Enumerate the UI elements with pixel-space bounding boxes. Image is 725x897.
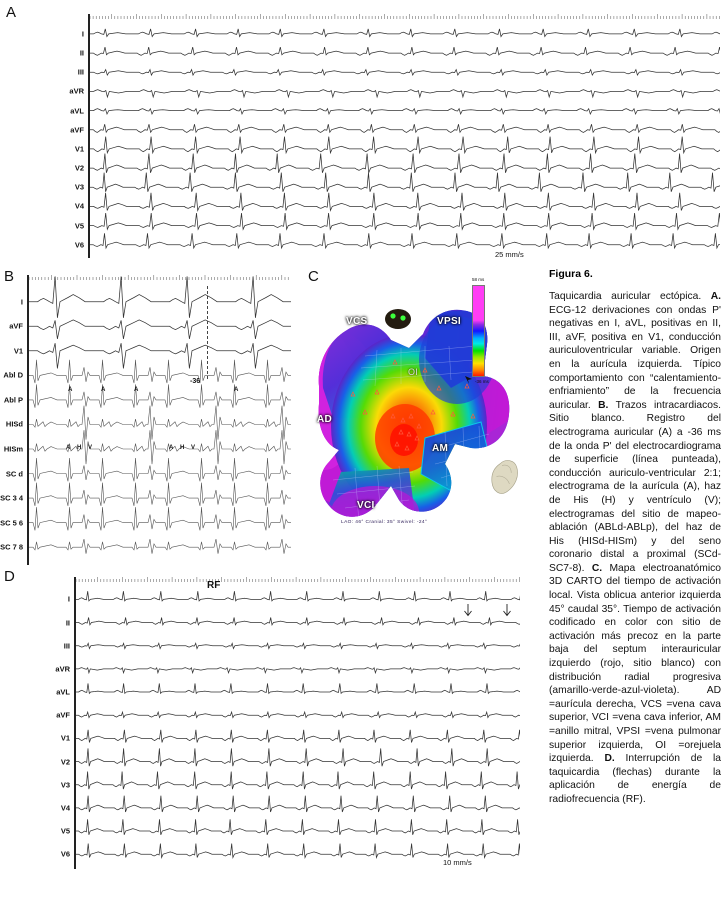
ecg-trace-v6 <box>75 844 520 858</box>
ecg-trace-avr <box>89 90 720 97</box>
egm-trace-i <box>27 276 291 317</box>
his-sequence-marker: A <box>66 445 71 451</box>
ecg-trace-i <box>75 591 520 601</box>
egm-trace-sc56 <box>27 507 291 530</box>
lead-label-i: I <box>67 594 70 604</box>
lead-label-v2: V2 <box>74 163 84 173</box>
map-view-angles: LAO: 46° Cranial: 35° Swivel: -24° <box>341 520 428 525</box>
panel-b-reference-line <box>207 286 208 379</box>
egm-trace-ablp <box>27 384 291 407</box>
figure-caption-body: Taquicardia auricular ectópica. A. ECG-12 derivaciones con ondas P' negativas en I, aVL, positivas en II, III, aVF, positiva en V1, conducción auriculoventricular variable. Origen en la aurícula izquierda. Típico comportamiento con “calentamiento-enfriamiento” de la frecuencia auricular. B. Trazos intracardiacos. Sitio blanco. Registro del electrograma auricular (A) a -36 ms de la onda P' del electrocardiograma de superficie (línea punteada), conducción auriculo-ventricular 2:1; electrograma de la aurícula (A), haz de His (H) y ventrículo (V); electrogramas del sitio de mapeo-ablación (ABLd-ABLp), del haz de His (HISd-HISm) y del seno coronario distal a proximal (SCd-SC7-8). C. Mapa electroanatómico 3D CARTO del tiempo de activación local. Vista oblicua anterior izquierda 45° caudal 35°. Tiempo de activación codificado en color con sitio de activación más precoz en la parte baja del septum interauricular izquierdo (rojo, sitio blanco) con distribución radial progresiva (amarillo-verde-azul-violeta). AD =aurícula derecha, VCS =vena cava superior, VCI =vena cava inferior, AM =anillo mitral, VPSI =vena pulmonar superior izquierda, OI =orejuela izquierda. D. Interrupción de la taquicardia (flechas) durante la aplicación de energía de radiofrecuencia (RF). <box>549 291 721 805</box>
catheter-tip-marker <box>385 309 411 329</box>
egm-trace-scd <box>27 458 291 481</box>
channel-label-sc34: SC 3 4 <box>0 493 23 503</box>
panel-d-ecg <box>55 577 520 869</box>
egm-trace-sc78 <box>27 539 291 554</box>
panel-a-ecg <box>69 14 720 258</box>
ecg-trace-avf <box>75 712 520 718</box>
panel-a-baseline-axis <box>88 14 90 258</box>
lead-label-v3: V3 <box>60 780 70 790</box>
lead-label-iii: III <box>77 67 84 77</box>
atrial-electrogram-marker: A <box>68 387 73 393</box>
channel-label-hism: HISm <box>3 444 23 454</box>
ecg-trace-v1 <box>75 730 520 743</box>
ecg-trace-v3 <box>89 173 720 192</box>
panel-c-carto-map <box>305 268 535 568</box>
panel-d-letter: D <box>4 568 15 585</box>
panel-d-traces <box>74 577 520 869</box>
ecg-trace-avl <box>75 683 520 693</box>
egm-trace-abld <box>27 360 291 383</box>
panel-d-speed-label: 10 mm/s <box>443 858 472 867</box>
channel-label-sc56: SC 5 6 <box>0 518 23 528</box>
colorbar-min-label: -36 ms <box>475 379 489 384</box>
atrial-electrogram-marker: A <box>134 387 139 393</box>
tachycardia-termination-arrow-1 <box>464 604 473 617</box>
ecg-trace-v6 <box>89 233 720 248</box>
lead-label-v4: V4 <box>60 803 70 813</box>
lead-label-v4: V4 <box>74 201 84 211</box>
egm-trace-v1 <box>27 343 291 368</box>
channel-label-v1: V1 <box>13 346 23 356</box>
figure-caption-title: Figura 6. <box>549 268 593 280</box>
ecg-trace-ii <box>75 618 520 625</box>
panel-b-interval-label: -36 <box>190 378 201 385</box>
ecg-trace-avf <box>89 124 720 132</box>
egm-trace-hisd <box>27 406 291 440</box>
lead-label-avr: aVR <box>69 86 84 96</box>
lead-label-i: I <box>81 29 84 39</box>
figure-caption <box>549 268 721 807</box>
lead-label-v6: V6 <box>74 240 84 250</box>
lead-label-iii: III <box>63 641 70 651</box>
lead-label-avr: aVR <box>55 664 70 674</box>
lead-label-v6: V6 <box>60 849 70 859</box>
ecg-trace-v2 <box>89 154 720 173</box>
lead-label-v5: V5 <box>60 826 70 836</box>
ecg-trace-v1 <box>89 137 720 153</box>
map-label-ad: AD <box>317 414 333 425</box>
ecg-trace-v2 <box>75 748 520 766</box>
ecg-trace-v5 <box>89 213 720 229</box>
ecg-trace-v4 <box>89 193 720 211</box>
panel-b-traces <box>27 275 291 565</box>
panel-b-baseline-axis <box>27 275 29 565</box>
channel-label-scd: SC d <box>5 469 23 479</box>
lead-label-avf: aVF <box>56 710 70 720</box>
lead-label-v2: V2 <box>60 757 70 767</box>
ecg-trace-v3 <box>75 772 520 790</box>
ecg-trace-i <box>89 29 720 37</box>
channel-label-ablp: Abl P <box>3 395 23 405</box>
channel-label-avf: aVF <box>9 321 23 331</box>
map-label-vci: VCI <box>357 500 375 511</box>
lead-label-v5: V5 <box>74 221 84 231</box>
lead-label-ii: II <box>79 48 84 58</box>
lead-label-ii: II <box>65 618 70 628</box>
channel-label-hisd: HISd <box>5 419 23 429</box>
atrial-electrogram-marker: A <box>101 387 106 393</box>
his-sequence-marker: V <box>88 445 93 451</box>
his-sequence-marker: H <box>77 445 82 451</box>
his-sequence-marker: H <box>180 445 185 451</box>
ecg-trace-ii <box>89 47 720 55</box>
lead-label-avf: aVF <box>70 125 84 135</box>
heart-orientation-icon <box>492 460 518 493</box>
map-label-oi: OI <box>408 367 419 377</box>
ecg-trace-iii <box>75 643 520 648</box>
ecg-trace-avr <box>75 668 520 673</box>
his-sequence-marker: A <box>169 445 174 451</box>
lead-label-v1: V1 <box>74 144 84 154</box>
lead-label-avl: aVL <box>70 106 84 116</box>
channel-label-sc78: SC 7 8 <box>0 542 23 552</box>
his-sequence-marker: V <box>191 445 196 451</box>
map-label-am: AM <box>432 443 449 454</box>
panel-d-baseline-axis <box>74 577 76 869</box>
colorbar-max-label: 58 ms <box>472 277 485 282</box>
lead-label-avl: aVL <box>56 687 70 697</box>
lead-label-v1: V1 <box>60 733 70 743</box>
lead-label-v3: V3 <box>74 182 84 192</box>
ecg-trace-avl <box>89 109 720 114</box>
ecg-trace-v4 <box>75 796 520 812</box>
panel-b-intracardiac <box>0 275 291 565</box>
egm-trace-avf <box>27 320 291 339</box>
map-label-vpsi: VPSI <box>437 316 461 327</box>
activation-time-colorbar <box>472 285 485 377</box>
map-label-vcs: VCS <box>346 316 368 327</box>
colorbar-pointer-icon <box>464 375 474 385</box>
channel-label-abld: Abl D <box>3 370 23 380</box>
panel-a-traces <box>88 14 720 258</box>
panel-c-letter: C <box>308 268 319 285</box>
tachycardia-termination-arrow-2 <box>503 604 512 617</box>
channel-label-i: I <box>20 297 23 307</box>
panel-a-speed-label: 25 mm/s <box>495 250 524 259</box>
atrial-electrogram-marker: A <box>234 387 239 393</box>
ecg-trace-iii <box>89 70 720 76</box>
panel-a-letter: A <box>6 4 17 21</box>
panel-d-rf-label: RF <box>207 580 221 591</box>
ecg-trace-v5 <box>75 819 520 835</box>
egm-trace-sc34 <box>27 483 291 506</box>
panel-b-letter: B <box>4 268 15 285</box>
